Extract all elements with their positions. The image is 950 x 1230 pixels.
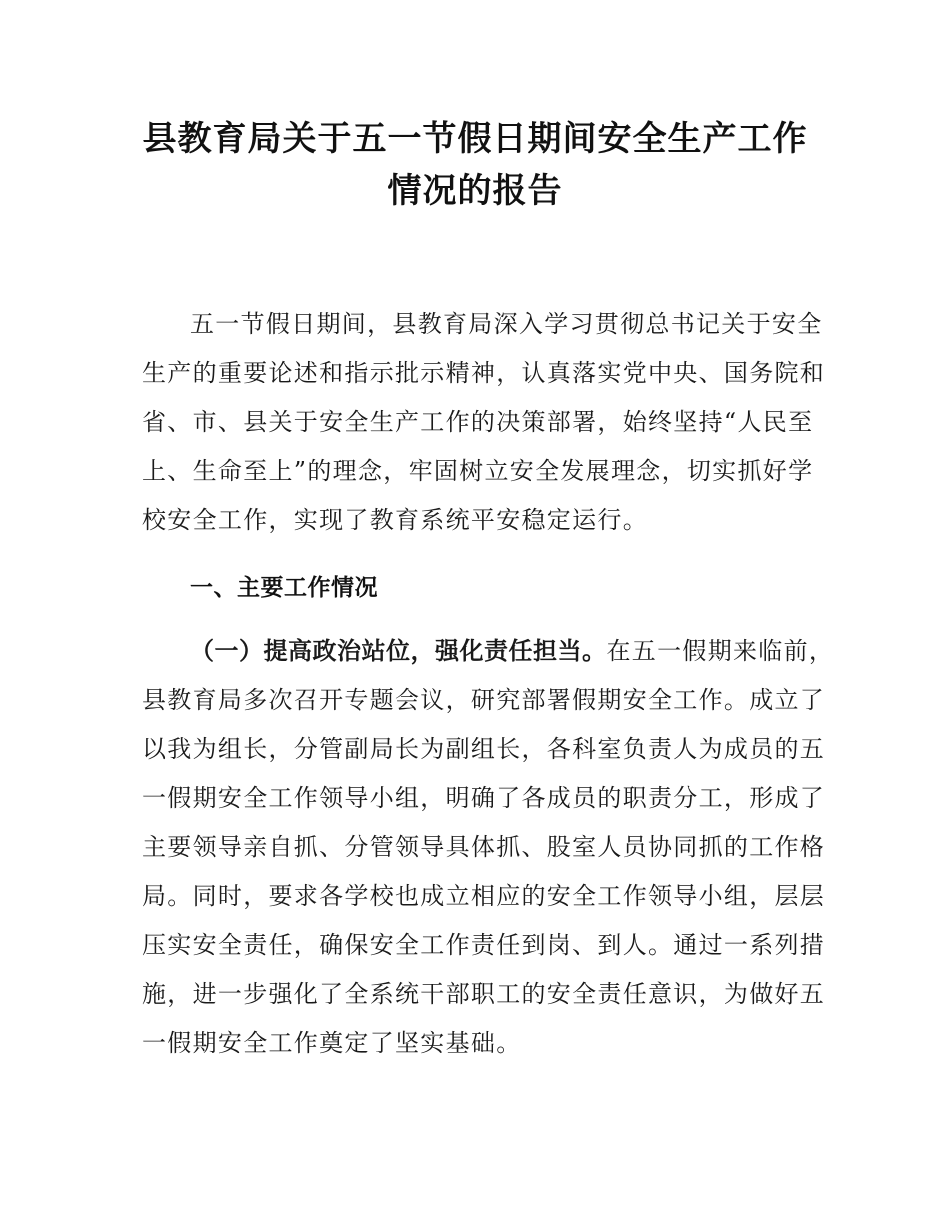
paragraph-line: 以我为组长，分管副局长为副组长，各科室负责人为成员的五 xyxy=(142,735,826,763)
paragraph-first-line xyxy=(190,627,834,676)
paragraph-line: 县教育局多次召开专题会议，研究部署假期安全工作。成立了 xyxy=(142,686,826,714)
section-heading: 一、主要工作情况 xyxy=(190,575,378,601)
paragraph-line: 一假期安全工作领导小组，明确了各成员的职责分工，形成了 xyxy=(142,784,826,812)
paragraph-line: 上、生命至上”的理念，牢固树立安全发展理念，切实抓好学 xyxy=(142,457,814,485)
document-title-line-2: 情况的报告 xyxy=(387,171,563,211)
paragraph-line: 施，进一步强化了全系统干部职工的安全责任意识，为做好五 xyxy=(142,980,826,1008)
document-title-line-1: 县教育局关于五一节假日期间安全生产工作 xyxy=(142,119,808,159)
paragraph-line: 五一节假日期间，县教育局深入学习贯彻总书记关于安全 xyxy=(190,310,823,338)
paragraph-line: 一假期安全工作奠定了坚实基础。 xyxy=(142,1029,522,1057)
paragraph-text: 在五一假期来临前， xyxy=(606,637,835,665)
paragraph-line: 主要领导亲自抓、分管领导具体抓、股室人员协同抓的工作格 xyxy=(142,833,826,861)
paragraph-line: 校安全工作，实现了教育系统平安稳定运行。 xyxy=(142,506,648,534)
paragraph-line: 生产的重要论述和指示批示精神，认真落实党中央、国务院和 xyxy=(142,359,826,387)
paragraph-line: 局。同时，要求各学校也成立相应的安全工作领导小组，层层 xyxy=(142,882,826,910)
subsection-heading: （一）提高政治站位，强化责任担当。 xyxy=(190,637,607,665)
paragraph-line: 压实安全责任，确保安全工作责任到岗、到人。通过一系列措 xyxy=(142,931,826,959)
paragraph-line: 省、市、县关于安全生产工作的决策部署，始终坚持“人民至 xyxy=(142,408,814,436)
